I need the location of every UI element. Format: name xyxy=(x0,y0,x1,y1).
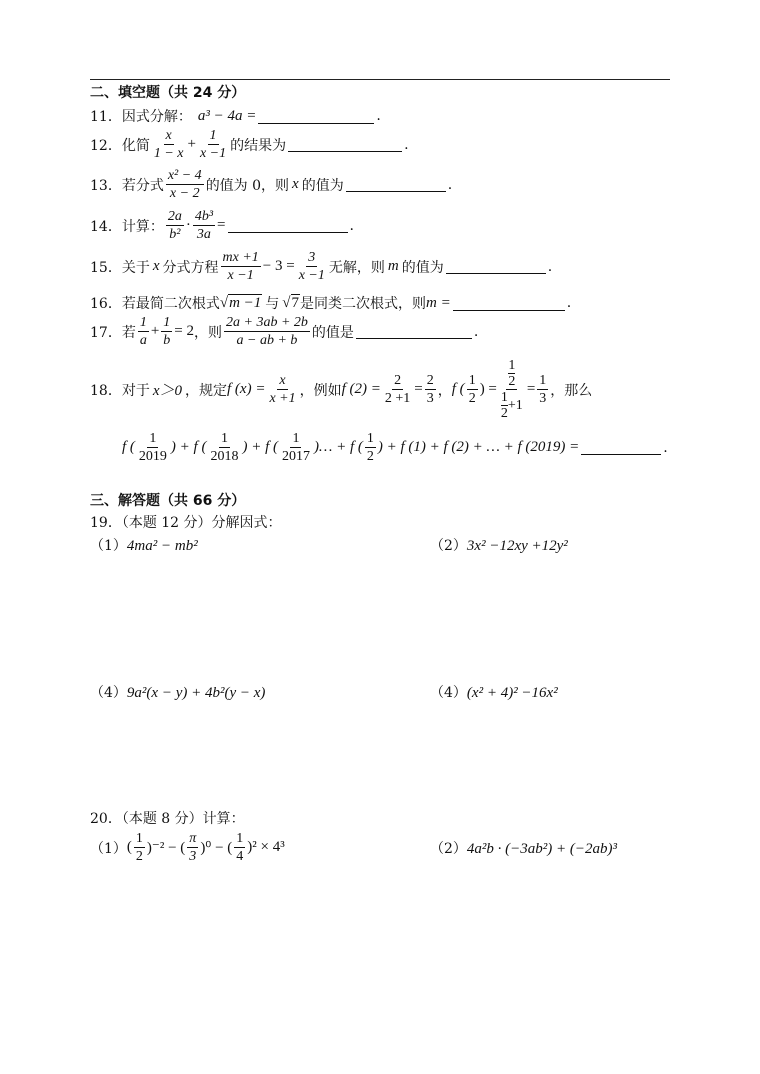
fraction: $\frac{1}{2019}$ xyxy=(138,431,167,464)
question-13: 13． 若分式 $\frac{\text{x² − 4}}{x - 2}$ 的值为 0，则 x 的值为 . xyxy=(90,168,453,201)
fraction: $\frac{1}{2}$ xyxy=(135,831,143,864)
fraction: $\frac{2a + 3ab + 2b}{a - ab + b}$ xyxy=(226,315,308,348)
answer-blank[interactable] xyxy=(346,177,446,192)
fraction: $\frac{1}{2017}$ xyxy=(281,431,310,464)
question-11: 11． 因式分解： a³ − 4a = . xyxy=(90,107,381,125)
question-16: 16． 若最简二次根式 √m −1 与 √7 是同类二次根式，则 m = . xyxy=(90,294,572,312)
top-rule xyxy=(90,79,670,80)
answer-blank[interactable] xyxy=(228,218,348,233)
fraction: $\frac{1}{2}$ xyxy=(468,373,476,406)
fraction: $\frac{1}{2}$ xyxy=(366,431,374,464)
answer-blank[interactable] xyxy=(356,324,472,339)
q-expr: a³ − 4a = xyxy=(197,107,257,124)
fraction: $\frac{1}{4}$ xyxy=(236,831,244,864)
question-17: 17． 若 $\frac{1}{a}$ + $\frac{1}{b}$ = 2 ，则 $\frac{2a + 3ab + 2b}{a - ab + b}$ 的值是 . xyxy=(90,315,479,348)
fraction: $\frac{2}{2 +1}$ xyxy=(384,373,411,406)
question-20-title: 20．（本题 8 分）计算： xyxy=(90,811,245,827)
fraction: $\frac{x}{1 - x}$ xyxy=(153,128,184,161)
q-num: 11． xyxy=(90,109,122,125)
fraction: $\frac{1}{x -1}$ xyxy=(199,128,227,161)
section-solve-title: 三、解答题（共 66 分） xyxy=(90,493,246,509)
question-19-title: 19．（本题 12 分）分解因式： xyxy=(90,515,282,531)
sqrt-expr: √7 xyxy=(282,294,300,311)
fraction: $\frac{2}{3}$ xyxy=(426,373,434,406)
section-fill-blank-title: 二、填空题（共 24 分） xyxy=(90,85,246,101)
q19-part3: （4）9a²(x − y) + 4b²(y − x) xyxy=(90,685,266,701)
fraction: $\frac{1}{2018}$ xyxy=(210,431,239,464)
sqrt-expr: √m −1 xyxy=(219,294,262,311)
answer-blank[interactable] xyxy=(581,440,661,455)
q20-part2: （2）4a²b · (−3ab²) + (−2ab)³ xyxy=(430,841,618,857)
answer-blank[interactable] xyxy=(453,296,565,311)
question-18-line2: f ( $\frac{1}{2019}$ ) + f ( $\frac{1}{2018}$ ) + f ( $\frac{1}{2017}$ )… + f ( $\frac{1}{2}$ ) + f (1) + f (2) + … + f (2019) = . xyxy=(122,431,668,464)
question-18: 18． 对于 x＞0 ，规定 f (x) = $\frac{x}{x +1}$ ，例如 f (2) = $\frac{2}{2 +1}$ = $\frac{2}{3}$ ， f ( $\frac{1}{2}$ ) = 1 2 1 2 +1 = $\frac{1}{3}$ ，那么 xyxy=(90,358,593,421)
answer-blank[interactable] xyxy=(446,259,546,274)
fraction: $\frac{mx +1}{x -1}$ xyxy=(222,250,259,283)
compound-fraction: 1 2 1 2 +1 xyxy=(500,358,523,421)
fraction: $\frac{3}{x -1}$ xyxy=(298,250,325,283)
q19-part4: （4）(x² + 4)² −16x² xyxy=(430,685,558,701)
question-15: 15． 关于 x 分式方程 $\frac{mx +1}{x -1}$ − 3 = $\frac{3}{x -1}$ 无解，则 m 的值为 . xyxy=(90,250,553,283)
q19-part1: （1）4ma² − mb² xyxy=(90,538,198,554)
question-12: 12． 化简 $\frac{x}{1 - x}$ + $\frac{1}{x -1}$ 的结果为 . xyxy=(90,128,409,161)
answer-blank[interactable] xyxy=(288,137,402,152)
answer-blank[interactable] xyxy=(258,109,374,124)
fraction: $\frac{\text{x² − 4}}{x - 2}$ xyxy=(167,168,202,201)
fraction: $\frac{\pi}{3}$ xyxy=(189,831,197,864)
fraction: $\frac{x}{x +1}$ xyxy=(269,373,296,406)
q19-part2: （2）3x² −12xy +12y² xyxy=(430,538,568,554)
fraction: $\frac{1}{3}$ xyxy=(539,373,547,406)
fraction: $\frac{\text{4b³}}{3a}$ xyxy=(194,209,214,242)
q20-part1: （1） ( $\frac{1}{2}$ )⁻² − ( $\frac{\pi}{3}$ )⁰ − ( $\frac{1}{4}$ )² × 4³ xyxy=(90,831,285,864)
fraction: $\frac{1}{b}$ xyxy=(163,315,171,348)
fraction: $\frac{1}{a}$ xyxy=(139,315,147,348)
fraction: $\frac{2a}{\text{b²}}$ xyxy=(167,209,182,242)
question-14: 14． 计算： $\frac{2a}{\text{b²}}$ · $\frac{\text{4b³}}{3a}$ = . xyxy=(90,209,354,242)
q-text: 因式分解： xyxy=(121,109,192,125)
